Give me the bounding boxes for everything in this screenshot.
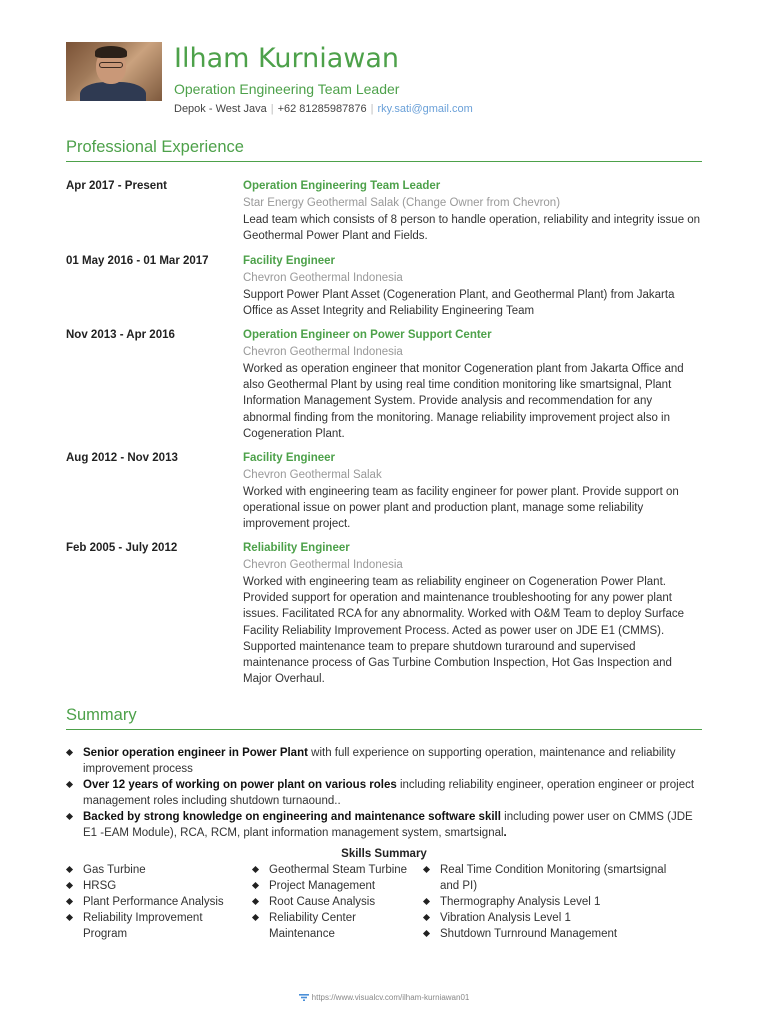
skill-item: Gas Turbine — [66, 862, 246, 878]
skills-column — [423, 862, 693, 942]
skill-item: Shutdown Turnround Management — [423, 926, 693, 942]
experience-description: Worked with engineering team as facility engineer for power plant. Provide support on operational issue on power plant and production plant, manage some reliability improvement project. — [243, 486, 679, 531]
bullet-icon — [66, 914, 73, 921]
experience-date: Feb 2005 - July 2012 — [66, 542, 178, 554]
skill-item: Root Cause Analysis — [252, 894, 422, 910]
experience-description: Lead team which consists of 8 person to handle operation, reliability and integrity issue on Geothermal Power Plant and Fields. — [243, 214, 701, 243]
bullet-icon — [252, 898, 259, 905]
skill-item: Reliability Center Maintenance — [252, 910, 382, 942]
profile-photo — [66, 42, 162, 101]
contact-line — [174, 102, 473, 117]
experience-company: Star Energy Geothermal Salak (Change Owner from Chevron) — [243, 197, 561, 209]
bullet-icon — [66, 898, 73, 905]
skill-item: Thermography Analysis Level 1 — [423, 894, 693, 910]
experience-description: Worked as operation engineer that monitor Cogeneration plant from Jakarta Office and also Geothermal Plant by using real time condition monitoring like smartsignal, Plant Information Management System. Provide analysis and recommendation for any abnormal finding from the monitoring. Manage reliability improvement project also in Cogeneration Plant. — [243, 363, 684, 440]
resume-header — [66, 42, 706, 122]
candidate-headline: Operation Engineering Team Leader — [174, 81, 400, 97]
bullet-icon — [252, 882, 259, 889]
skill-item: Vibration Analysis Level 1 — [423, 910, 693, 926]
experience-role: Operation Engineer on Power Support Center — [243, 329, 492, 341]
bullet-icon — [252, 914, 259, 921]
experience-role: Reliability Engineer — [243, 542, 350, 554]
skills-column — [252, 862, 422, 942]
bullet-icon — [423, 914, 430, 921]
skill-item: Plant Performance Analysis — [66, 894, 246, 910]
bullet-icon — [66, 882, 73, 889]
skill-item: HRSG — [66, 878, 246, 894]
visualcv-logo-icon — [299, 994, 309, 1001]
experience-date: 01 May 2016 - 01 Mar 2017 — [66, 255, 209, 267]
summary-list — [66, 745, 702, 841]
candidate-name: Ilham Kurniawan — [174, 43, 400, 74]
section-divider — [66, 161, 702, 162]
experience-date: Apr 2017 - Present — [66, 180, 167, 192]
experience-section-title: Professional Experience — [66, 138, 244, 156]
separator: | — [370, 103, 374, 115]
separator: | — [270, 103, 274, 115]
bullet-icon — [423, 930, 430, 937]
bullet-icon — [66, 749, 73, 756]
experience-company: Chevron Geothermal Indonesia — [243, 346, 403, 358]
skill-item: Geothermal Steam Turbine — [252, 862, 422, 878]
experience-role: Operation Engineering Team Leader — [243, 180, 441, 192]
skill-item: Real Time Condition Monitoring (smartsignal and PI) — [423, 862, 683, 894]
section-divider — [66, 729, 702, 730]
experience-role: Facility Engineer — [243, 255, 336, 267]
bullet-icon — [252, 866, 259, 873]
skills-summary-title: Skills Summary — [341, 848, 427, 860]
page-footer — [0, 990, 768, 1006]
location: Depok - West Java — [174, 103, 267, 115]
bullet-icon — [423, 866, 430, 873]
footer-url-link[interactable]: https://www.visualcv.com/ilham-kurniawan01 — [311, 993, 470, 1002]
experience-role: Facility Engineer — [243, 452, 336, 464]
experience-description: Worked with engineering team as reliability engineer on Cogeneration Power Plant. Provided support for operation and maintenance troubleshooting for any power plant issues. Facilitated RCA for any abnormality. Worked with O&M Team to deploy Surface Facility Reliability Improvement Process. Acted as power user on JDE E1 (CMMS). Supported maintenance team to prepare shutdown turaround and supervised maintenance process of Gas Turbine Combution Inspection, Hot Gas Inspection and Major Overhaul. — [243, 576, 685, 686]
experience-company: Chevron Geothermal Indonesia — [243, 559, 403, 571]
summary-item: Over 12 years of working on power plant on various roles including reliability engineer, operation engineer or project management roles including shutdown turnaound.. — [66, 777, 702, 809]
bullet-icon — [423, 898, 430, 905]
skill-item: Reliability Improvement Program — [66, 910, 206, 942]
skill-item: Project Management — [252, 878, 422, 894]
bullet-icon — [66, 813, 73, 820]
experience-description: Support Power Plant Asset (Cogeneration Plant, and Geothermal Plant) from Jakarta Office as Asset Integrity and Reliability Engineering Team — [243, 289, 675, 318]
phone: +62 81285987876 — [277, 103, 367, 115]
skills-column — [66, 862, 246, 942]
experience-company: Chevron Geothermal Salak — [243, 469, 382, 481]
summary-item: Senior operation engineer in Power Plant with full experience on supporting operation, maintenance and reliability improvement process — [66, 745, 702, 777]
summary-section-title: Summary — [66, 706, 137, 724]
bullet-icon — [66, 781, 73, 788]
summary-item: Backed by strong knowledge on engineering and maintenance software skill including power user on CMMS (JDE E1 -EAM Module), RCA, RCM, plant information management system, smartsignal. — [66, 809, 702, 841]
experience-company: Chevron Geothermal Indonesia — [243, 272, 403, 284]
email-link[interactable]: rky.sati@gmail.com — [377, 103, 473, 115]
experience-date: Aug 2012 - Nov 2013 — [66, 452, 178, 464]
bullet-icon — [66, 866, 73, 873]
experience-date: Nov 2013 - Apr 2016 — [66, 329, 175, 341]
